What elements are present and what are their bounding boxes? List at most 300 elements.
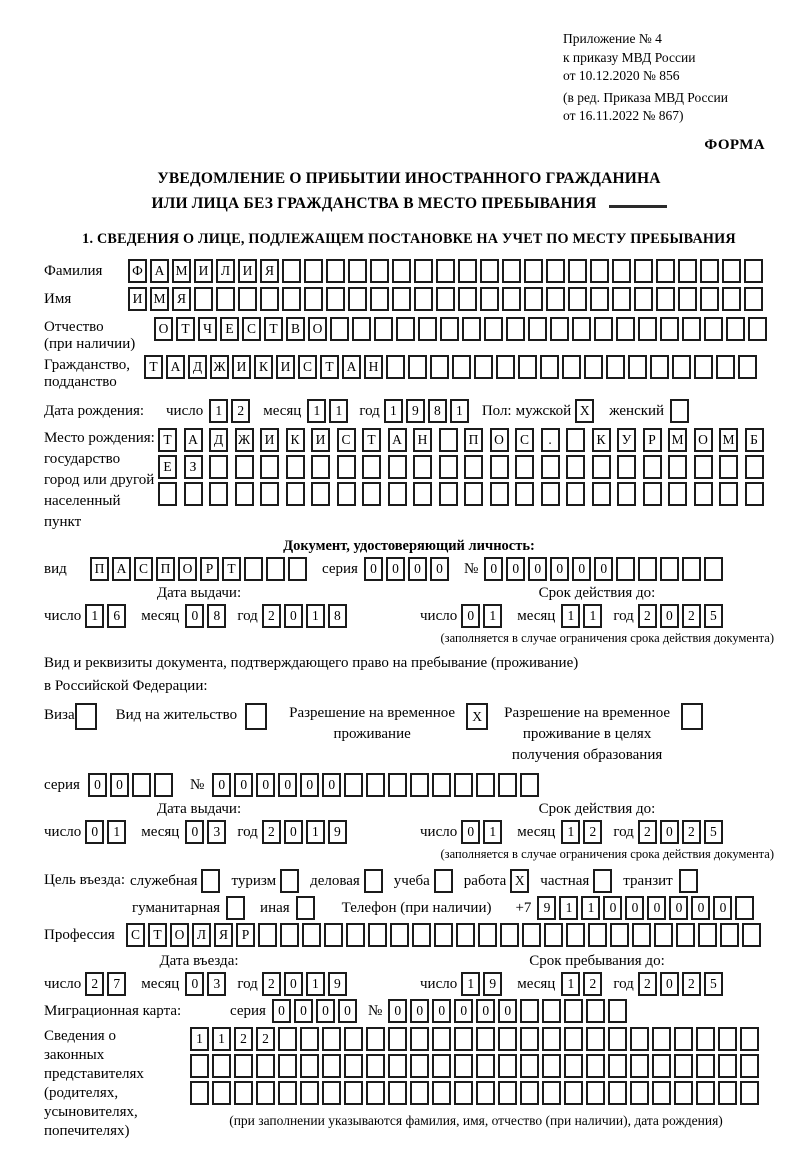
form-cell[interactable] <box>540 355 559 379</box>
form-cell[interactable] <box>628 355 647 379</box>
form-cell[interactable] <box>498 1054 517 1078</box>
form-cell[interactable] <box>678 259 697 283</box>
form-cell[interactable] <box>454 1081 473 1105</box>
form-cell[interactable] <box>522 923 541 947</box>
form-cell[interactable]: И <box>128 287 147 311</box>
form-cell[interactable]: А <box>184 428 203 452</box>
form-cell[interactable]: Т <box>176 317 195 341</box>
form-cell[interactable]: 1 <box>583 604 602 628</box>
form-cell[interactable] <box>520 1027 539 1051</box>
form-cell[interactable] <box>410 773 429 797</box>
form-cell[interactable] <box>370 259 389 283</box>
form-cell[interactable] <box>364 869 383 893</box>
form-cell[interactable] <box>244 557 263 581</box>
form-cell[interactable] <box>590 287 609 311</box>
form-cell[interactable] <box>652 1081 671 1105</box>
form-cell[interactable] <box>638 557 657 581</box>
form-cell[interactable] <box>544 923 563 947</box>
form-cell[interactable]: 0 <box>660 820 679 844</box>
form-cell[interactable] <box>674 1054 693 1078</box>
form-cell[interactable] <box>439 428 458 452</box>
form-cell[interactable] <box>132 773 151 797</box>
form-cell[interactable] <box>498 1027 517 1051</box>
form-cell[interactable] <box>260 287 279 311</box>
form-cell[interactable]: Т <box>222 557 241 581</box>
form-cell[interactable] <box>496 355 515 379</box>
form-cell[interactable]: 0 <box>550 557 569 581</box>
form-cell[interactable] <box>643 455 662 479</box>
form-cell[interactable] <box>454 773 473 797</box>
form-cell[interactable]: 5 <box>704 972 723 996</box>
form-cell[interactable] <box>745 482 764 506</box>
form-cell[interactable]: 5 <box>704 604 723 628</box>
form-cell[interactable] <box>194 287 213 311</box>
form-cell[interactable]: 6 <box>107 604 126 628</box>
form-cell[interactable]: 1 <box>483 820 502 844</box>
form-cell[interactable]: 1 <box>561 604 580 628</box>
form-cell[interactable] <box>476 773 495 797</box>
form-cell[interactable] <box>392 259 411 283</box>
form-cell[interactable] <box>245 703 267 730</box>
form-cell[interactable]: О <box>178 557 197 581</box>
form-cell[interactable]: И <box>276 355 295 379</box>
form-cell[interactable] <box>432 1081 451 1105</box>
form-cell[interactable] <box>366 1081 385 1105</box>
form-cell[interactable]: 0 <box>185 604 204 628</box>
form-cell[interactable]: О <box>154 317 173 341</box>
form-cell[interactable]: 7 <box>107 972 126 996</box>
form-cell[interactable] <box>608 999 627 1023</box>
form-cell[interactable] <box>440 317 459 341</box>
form-cell[interactable] <box>520 1081 539 1105</box>
form-cell[interactable] <box>568 287 587 311</box>
form-cell[interactable] <box>282 259 301 283</box>
form-cell[interactable]: . <box>541 428 560 452</box>
form-cell[interactable] <box>566 482 585 506</box>
form-cell[interactable] <box>520 1054 539 1078</box>
form-cell[interactable] <box>390 923 409 947</box>
form-cell[interactable] <box>235 482 254 506</box>
form-cell[interactable]: 1 <box>212 1027 231 1051</box>
form-cell[interactable]: 0 <box>300 773 319 797</box>
form-cell[interactable] <box>630 1027 649 1051</box>
form-cell[interactable] <box>541 482 560 506</box>
form-cell[interactable] <box>718 1054 737 1078</box>
form-cell[interactable] <box>542 999 561 1023</box>
form-cell[interactable]: З <box>184 455 203 479</box>
form-cell[interactable]: 2 <box>85 972 104 996</box>
form-cell[interactable] <box>260 455 279 479</box>
form-cell[interactable]: О <box>308 317 327 341</box>
form-cell[interactable] <box>696 1027 715 1051</box>
form-cell[interactable]: 2 <box>262 604 281 628</box>
form-cell[interactable]: К <box>592 428 611 452</box>
form-cell[interactable] <box>650 355 669 379</box>
form-cell[interactable]: 0 <box>660 972 679 996</box>
form-cell[interactable] <box>660 317 679 341</box>
form-cell[interactable] <box>568 259 587 283</box>
form-cell[interactable] <box>742 923 761 947</box>
form-cell[interactable] <box>738 355 757 379</box>
form-cell[interactable] <box>566 455 585 479</box>
form-cell[interactable] <box>719 482 738 506</box>
form-cell[interactable]: 0 <box>278 773 297 797</box>
form-cell[interactable]: Р <box>643 428 662 452</box>
form-cell[interactable]: 0 <box>316 999 335 1023</box>
form-cell[interactable] <box>300 1027 319 1051</box>
form-cell[interactable] <box>520 999 539 1023</box>
form-cell[interactable] <box>410 1081 429 1105</box>
form-cell[interactable] <box>439 482 458 506</box>
form-cell[interactable]: 2 <box>638 972 657 996</box>
form-cell[interactable] <box>302 923 321 947</box>
form-cell[interactable]: А <box>150 259 169 283</box>
form-cell[interactable] <box>696 1054 715 1078</box>
form-cell[interactable] <box>388 773 407 797</box>
form-cell[interactable] <box>474 355 493 379</box>
form-cell[interactable] <box>366 773 385 797</box>
form-cell[interactable] <box>632 923 651 947</box>
form-cell[interactable]: 2 <box>638 820 657 844</box>
form-cell[interactable] <box>344 1081 363 1105</box>
form-cell[interactable] <box>524 259 543 283</box>
form-cell[interactable]: Н <box>413 428 432 452</box>
form-cell[interactable] <box>592 482 611 506</box>
form-cell[interactable] <box>566 428 585 452</box>
form-cell[interactable] <box>679 869 698 893</box>
form-cell[interactable] <box>456 923 475 947</box>
form-cell[interactable]: И <box>194 259 213 283</box>
form-cell[interactable]: С <box>298 355 317 379</box>
form-cell[interactable] <box>75 703 97 730</box>
form-cell[interactable] <box>278 1027 297 1051</box>
form-cell[interactable] <box>454 1027 473 1051</box>
form-cell[interactable] <box>592 455 611 479</box>
form-cell[interactable] <box>681 703 703 730</box>
form-cell[interactable] <box>418 317 437 341</box>
form-cell[interactable] <box>388 482 407 506</box>
form-cell[interactable] <box>366 1027 385 1051</box>
form-cell[interactable] <box>608 1027 627 1051</box>
form-cell[interactable] <box>278 1081 297 1105</box>
form-cell[interactable] <box>740 1027 759 1051</box>
form-cell[interactable] <box>740 1054 759 1078</box>
form-cell[interactable]: 1 <box>561 972 580 996</box>
form-cell[interactable] <box>212 1081 231 1105</box>
form-cell[interactable] <box>652 1054 671 1078</box>
form-cell[interactable]: 1 <box>461 972 480 996</box>
form-cell[interactable]: 0 <box>284 972 303 996</box>
form-cell[interactable] <box>617 455 636 479</box>
form-cell[interactable] <box>190 1081 209 1105</box>
form-cell[interactable]: 3 <box>207 972 226 996</box>
form-cell[interactable] <box>484 317 503 341</box>
form-cell[interactable]: Б <box>745 428 764 452</box>
form-cell[interactable] <box>564 1054 583 1078</box>
form-cell[interactable]: Т <box>362 428 381 452</box>
form-cell[interactable]: Т <box>264 317 283 341</box>
form-cell[interactable]: 0 <box>430 557 449 581</box>
form-cell[interactable] <box>562 355 581 379</box>
form-cell[interactable]: А <box>342 355 361 379</box>
form-cell[interactable]: 1 <box>581 896 600 920</box>
form-cell[interactable] <box>564 1027 583 1051</box>
form-cell[interactable]: 0 <box>594 557 613 581</box>
form-cell[interactable]: 1 <box>384 399 403 423</box>
form-cell[interactable] <box>366 1054 385 1078</box>
form-cell[interactable] <box>668 482 687 506</box>
form-cell[interactable] <box>524 287 543 311</box>
form-cell[interactable] <box>586 999 605 1023</box>
form-cell[interactable]: Ч <box>198 317 217 341</box>
form-cell[interactable] <box>462 317 481 341</box>
form-cell[interactable] <box>368 923 387 947</box>
form-cell[interactable] <box>654 923 673 947</box>
form-cell[interactable] <box>490 482 509 506</box>
form-cell[interactable] <box>476 1081 495 1105</box>
form-cell[interactable]: А <box>112 557 131 581</box>
form-cell[interactable] <box>744 259 763 283</box>
form-cell[interactable]: Д <box>209 428 228 452</box>
form-cell[interactable] <box>352 317 371 341</box>
form-cell[interactable] <box>656 259 675 283</box>
form-cell[interactable]: 1 <box>85 604 104 628</box>
form-cell[interactable]: 2 <box>256 1027 275 1051</box>
form-cell[interactable]: Я <box>172 287 191 311</box>
form-cell[interactable] <box>572 317 591 341</box>
form-cell[interactable]: 2 <box>231 399 250 423</box>
form-cell[interactable] <box>184 482 203 506</box>
form-cell[interactable] <box>396 317 415 341</box>
form-cell[interactable]: 8 <box>207 604 226 628</box>
form-cell[interactable] <box>672 355 691 379</box>
form-cell[interactable] <box>388 455 407 479</box>
form-cell[interactable]: 0 <box>85 820 104 844</box>
form-cell[interactable]: 0 <box>461 604 480 628</box>
form-cell[interactable]: М <box>668 428 687 452</box>
form-cell[interactable] <box>209 455 228 479</box>
form-cell[interactable] <box>234 1081 253 1105</box>
form-cell[interactable] <box>330 317 349 341</box>
form-cell[interactable] <box>362 482 381 506</box>
form-cell[interactable] <box>234 1054 253 1078</box>
form-cell[interactable] <box>322 1081 341 1105</box>
form-cell[interactable]: 0 <box>408 557 427 581</box>
form-cell[interactable]: 0 <box>528 557 547 581</box>
form-cell[interactable] <box>550 317 569 341</box>
form-cell[interactable] <box>212 1054 231 1078</box>
form-cell[interactable] <box>201 869 220 893</box>
form-cell[interactable]: 0 <box>506 557 525 581</box>
form-cell[interactable]: П <box>90 557 109 581</box>
form-cell[interactable]: К <box>286 428 305 452</box>
form-cell[interactable] <box>480 259 499 283</box>
form-cell[interactable] <box>436 259 455 283</box>
form-cell[interactable]: 1 <box>306 972 325 996</box>
form-cell[interactable] <box>498 1081 517 1105</box>
form-cell[interactable]: Д <box>188 355 207 379</box>
form-cell[interactable] <box>280 923 299 947</box>
form-cell[interactable] <box>311 482 330 506</box>
form-cell[interactable] <box>700 259 719 283</box>
form-cell[interactable]: 0 <box>234 773 253 797</box>
form-cell[interactable]: 2 <box>583 972 602 996</box>
form-cell[interactable] <box>652 1027 671 1051</box>
form-cell[interactable]: 0 <box>386 557 405 581</box>
form-cell[interactable]: 0 <box>603 896 622 920</box>
form-cell[interactable] <box>564 999 583 1023</box>
form-cell[interactable] <box>590 259 609 283</box>
form-cell[interactable] <box>518 355 537 379</box>
form-cell[interactable] <box>608 1054 627 1078</box>
form-cell[interactable] <box>348 259 367 283</box>
form-cell[interactable]: 1 <box>483 604 502 628</box>
form-cell[interactable]: 1 <box>450 399 469 423</box>
form-cell[interactable]: П <box>464 428 483 452</box>
form-cell[interactable]: И <box>260 428 279 452</box>
form-cell[interactable] <box>414 287 433 311</box>
form-cell[interactable] <box>386 355 405 379</box>
form-cell[interactable]: С <box>126 923 145 947</box>
form-cell[interactable] <box>348 287 367 311</box>
form-cell[interactable] <box>454 1054 473 1078</box>
form-cell[interactable]: Т <box>320 355 339 379</box>
form-cell[interactable]: 5 <box>704 820 723 844</box>
form-cell[interactable] <box>735 896 754 920</box>
form-cell[interactable]: Е <box>220 317 239 341</box>
form-cell[interactable] <box>722 259 741 283</box>
form-cell[interactable]: Я <box>214 923 233 947</box>
form-cell[interactable]: П <box>156 557 175 581</box>
form-cell[interactable]: 0 <box>660 604 679 628</box>
form-cell[interactable] <box>515 455 534 479</box>
form-cell[interactable] <box>612 287 631 311</box>
form-cell[interactable] <box>413 455 432 479</box>
form-cell[interactable] <box>720 923 739 947</box>
form-cell[interactable] <box>432 773 451 797</box>
form-cell[interactable] <box>670 399 689 423</box>
form-cell[interactable]: Ж <box>210 355 229 379</box>
form-cell[interactable] <box>464 482 483 506</box>
form-cell[interactable]: 3 <box>207 820 226 844</box>
form-cell[interactable]: 0 <box>284 604 303 628</box>
form-cell[interactable]: X <box>575 399 594 423</box>
form-cell[interactable] <box>674 1081 693 1105</box>
form-cell[interactable] <box>413 482 432 506</box>
form-cell[interactable] <box>209 482 228 506</box>
form-cell[interactable] <box>722 287 741 311</box>
form-cell[interactable]: Р <box>236 923 255 947</box>
form-cell[interactable]: О <box>490 428 509 452</box>
form-cell[interactable] <box>304 259 323 283</box>
form-cell[interactable] <box>476 1027 495 1051</box>
form-cell[interactable]: 2 <box>262 972 281 996</box>
form-cell[interactable] <box>238 287 257 311</box>
form-cell[interactable] <box>656 287 675 311</box>
form-cell[interactable] <box>502 259 521 283</box>
form-cell[interactable]: 0 <box>364 557 383 581</box>
form-cell[interactable] <box>584 355 603 379</box>
form-cell[interactable] <box>528 317 547 341</box>
form-cell[interactable]: 0 <box>454 999 473 1023</box>
form-cell[interactable]: X <box>466 703 488 730</box>
form-cell[interactable] <box>322 1027 341 1051</box>
form-cell[interactable] <box>694 455 713 479</box>
form-cell[interactable] <box>476 1054 495 1078</box>
form-cell[interactable] <box>726 317 745 341</box>
form-cell[interactable] <box>698 923 717 947</box>
form-cell[interactable]: Т <box>144 355 163 379</box>
form-cell[interactable]: 9 <box>483 972 502 996</box>
form-cell[interactable] <box>694 482 713 506</box>
form-cell[interactable]: 2 <box>234 1027 253 1051</box>
form-cell[interactable] <box>617 482 636 506</box>
form-cell[interactable] <box>436 287 455 311</box>
form-cell[interactable] <box>337 482 356 506</box>
form-cell[interactable] <box>586 1027 605 1051</box>
form-cell[interactable]: 1 <box>559 896 578 920</box>
form-cell[interactable] <box>546 287 565 311</box>
form-cell[interactable]: 0 <box>432 999 451 1023</box>
form-cell[interactable] <box>610 923 629 947</box>
form-cell[interactable] <box>719 455 738 479</box>
form-cell[interactable]: 0 <box>498 999 517 1023</box>
form-cell[interactable] <box>388 1054 407 1078</box>
form-cell[interactable] <box>630 1054 649 1078</box>
form-cell[interactable]: И <box>238 259 257 283</box>
form-cell[interactable]: 0 <box>484 557 503 581</box>
form-cell[interactable] <box>296 896 315 920</box>
form-cell[interactable]: С <box>134 557 153 581</box>
form-cell[interactable]: 0 <box>713 896 732 920</box>
form-cell[interactable]: Т <box>148 923 167 947</box>
form-cell[interactable]: 1 <box>329 399 348 423</box>
form-cell[interactable] <box>256 1081 275 1105</box>
form-cell[interactable]: 2 <box>262 820 281 844</box>
form-cell[interactable] <box>266 557 285 581</box>
form-cell[interactable] <box>608 1081 627 1105</box>
form-cell[interactable]: И <box>311 428 330 452</box>
form-cell[interactable] <box>304 287 323 311</box>
form-cell[interactable] <box>515 482 534 506</box>
form-cell[interactable]: 0 <box>476 999 495 1023</box>
form-cell[interactable] <box>542 1027 561 1051</box>
form-cell[interactable] <box>235 455 254 479</box>
form-cell[interactable] <box>718 1027 737 1051</box>
form-cell[interactable]: 8 <box>428 399 447 423</box>
form-cell[interactable] <box>412 923 431 947</box>
form-cell[interactable]: Н <box>364 355 383 379</box>
form-cell[interactable]: 9 <box>328 972 347 996</box>
form-cell[interactable] <box>745 455 764 479</box>
form-cell[interactable] <box>452 355 471 379</box>
form-cell[interactable]: 2 <box>583 820 602 844</box>
form-cell[interactable] <box>344 1027 363 1051</box>
form-cell[interactable]: О <box>694 428 713 452</box>
form-cell[interactable] <box>434 869 453 893</box>
form-cell[interactable] <box>748 317 767 341</box>
form-cell[interactable] <box>498 773 517 797</box>
form-cell[interactable]: 0 <box>461 820 480 844</box>
form-cell[interactable] <box>432 1054 451 1078</box>
form-cell[interactable] <box>718 1081 737 1105</box>
form-cell[interactable] <box>410 1054 429 1078</box>
form-cell[interactable]: 0 <box>110 773 129 797</box>
form-cell[interactable]: 0 <box>572 557 591 581</box>
form-cell[interactable] <box>500 923 519 947</box>
form-cell[interactable] <box>256 1054 275 1078</box>
form-cell[interactable] <box>694 355 713 379</box>
